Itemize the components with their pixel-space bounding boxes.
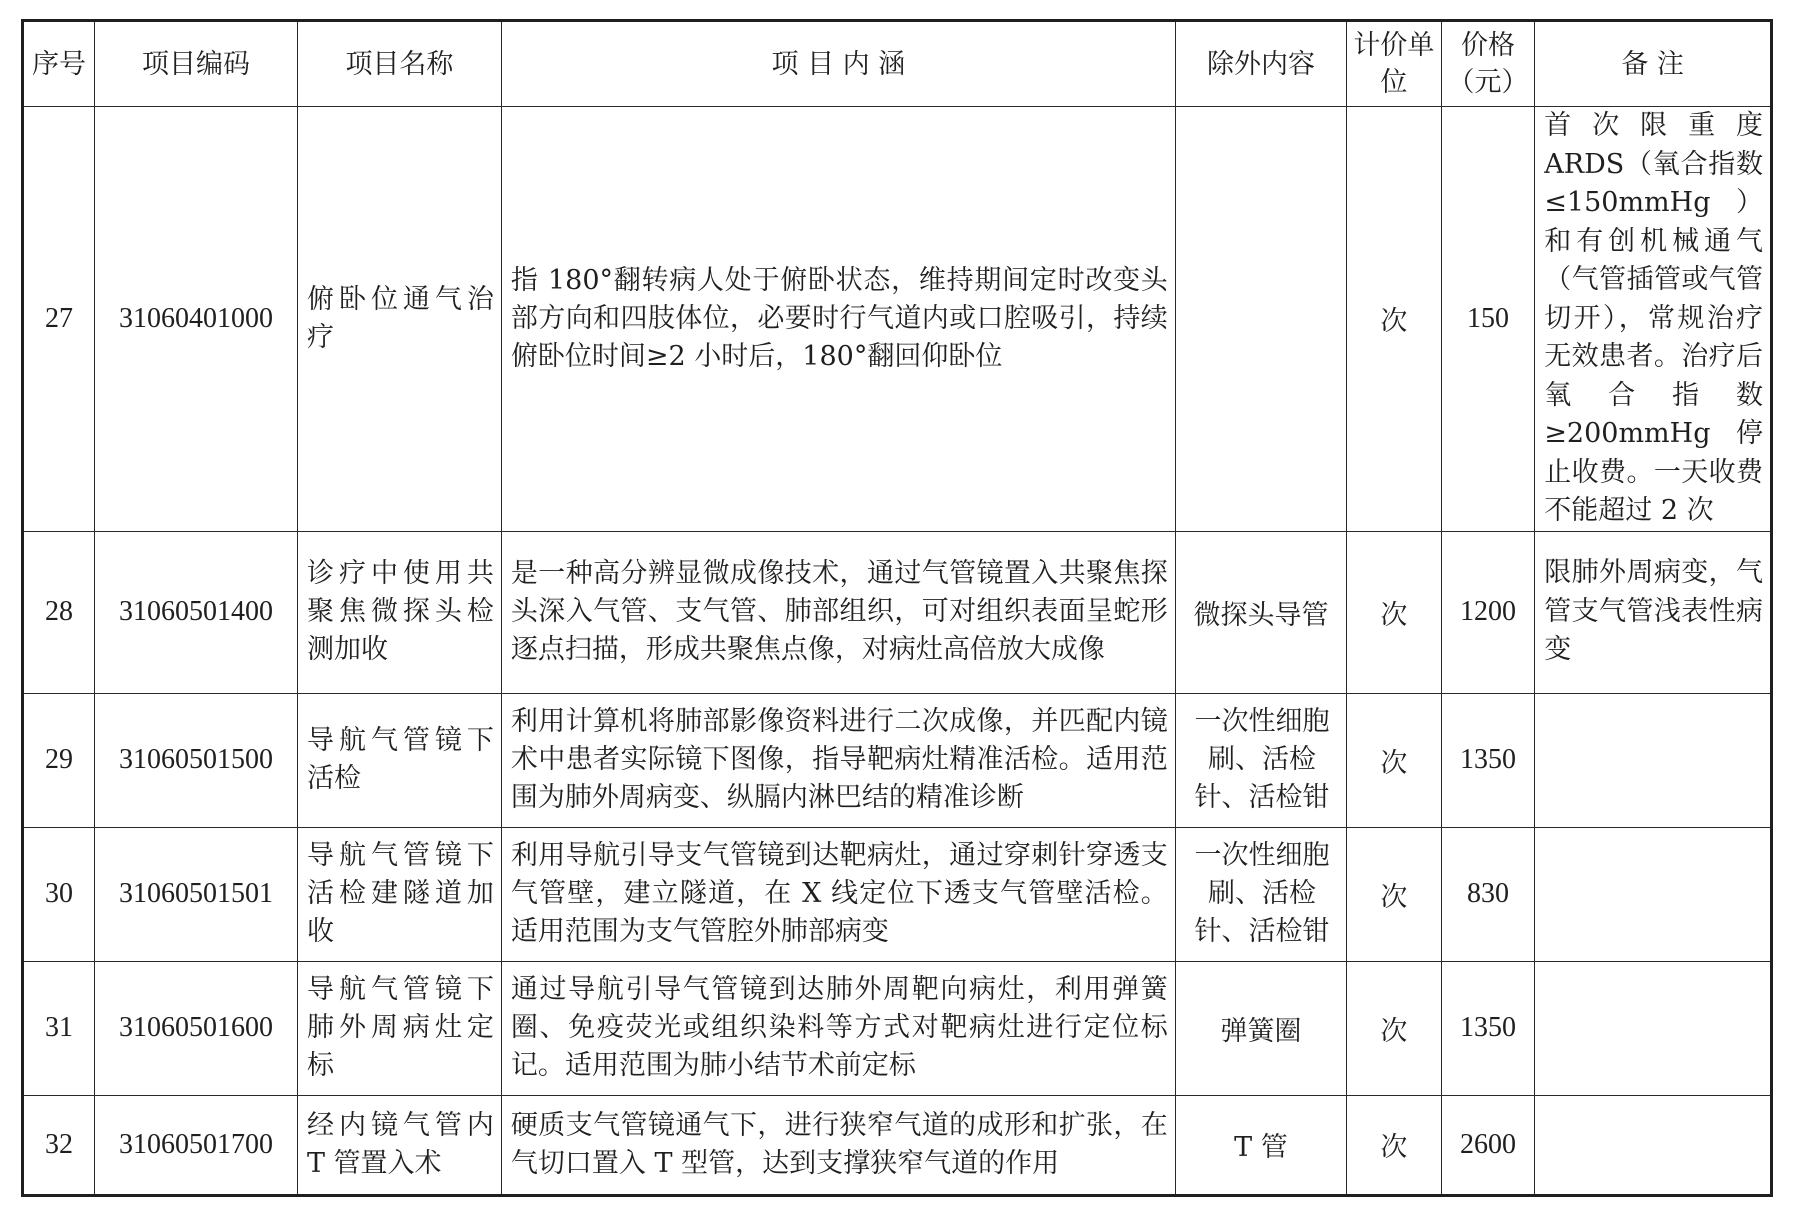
cell-price: 1350 <box>1441 693 1535 827</box>
cell-name: 诊疗中使用共聚焦微探头检测加收 <box>297 531 501 693</box>
header-row <box>23 21 1772 107</box>
cell-seq: 29 <box>23 693 95 827</box>
header-code: 项目编码 <box>95 21 298 107</box>
cell-remark <box>1535 827 1772 961</box>
cell-excluded <box>1175 107 1346 532</box>
cell-code: 31060501700 <box>95 1095 298 1195</box>
cell-excluded: 一次性细胞刷、活检针、活检钳 <box>1175 827 1346 961</box>
cell-code: 31060401000 <box>95 107 298 532</box>
cell-price: 1350 <box>1441 961 1535 1095</box>
cell-unit: 次 <box>1347 1095 1442 1195</box>
cell-name: 经内镜气管内 T 管置入术 <box>297 1095 501 1195</box>
cell-code: 31060501500 <box>95 693 298 827</box>
cell-seq: 31 <box>23 961 95 1095</box>
cell-content: 利用计算机将肺部影像资料进行二次成像，并匹配内镜术中患者实际镜下图像，指导靶病灶精准活检。适用范围为肺外周病变、纵膈内淋巴结的精准诊断 <box>501 693 1175 827</box>
cell-code: 31060501400 <box>95 531 298 693</box>
price-table <box>21 19 1773 1197</box>
cell-name: 导航气管镜下活检 <box>297 693 501 827</box>
cell-seq: 32 <box>23 1095 95 1195</box>
cell-code: 31060501600 <box>95 961 298 1095</box>
header-name: 项目名称 <box>297 21 501 107</box>
cell-remark <box>1535 961 1772 1095</box>
cell-content: 硬质支气管镜通气下，进行狭窄气道的成形和扩张，在气切口置入 T 型管，达到支撑狭窄气道的作用 <box>501 1095 1175 1195</box>
cell-seq: 30 <box>23 827 95 961</box>
cell-name: 俯卧位通气治疗 <box>297 107 501 532</box>
table-row <box>23 1095 1772 1195</box>
cell-excluded: 微探头导管 <box>1175 531 1346 693</box>
cell-unit: 次 <box>1347 693 1442 827</box>
table-row <box>23 961 1772 1095</box>
cell-unit: 次 <box>1347 961 1442 1095</box>
cell-name: 导航气管镜下肺外周病灶定标 <box>297 961 501 1095</box>
cell-excluded: 弹簧圈 <box>1175 961 1346 1095</box>
cell-unit: 次 <box>1347 531 1442 693</box>
table-row <box>23 827 1772 961</box>
cell-content: 指 180°翻转病人处于俯卧状态，维持期间定时改变头部方向和四肢体位，必要时行气道内或口腔吸引，持续俯卧位时间≥2 小时后，180°翻回仰卧位 <box>501 107 1175 532</box>
cell-price: 830 <box>1441 827 1535 961</box>
cell-code: 31060501501 <box>95 827 298 961</box>
cell-remark <box>1535 693 1772 827</box>
cell-seq: 27 <box>23 107 95 532</box>
table-row <box>23 693 1772 827</box>
header-content: 项 目 内 涵 <box>501 21 1175 107</box>
cell-content: 利用导航引导支气管镜到达靶病灶，通过穿刺针穿透支气管壁，建立隧道，在 X 线定位下透支气管壁活检。适用范围为支气管腔外肺部病变 <box>501 827 1175 961</box>
table-row <box>23 107 1772 532</box>
cell-unit: 次 <box>1347 107 1442 532</box>
cell-remark <box>1535 1095 1772 1195</box>
header-remark: 备 注 <box>1535 21 1772 107</box>
cell-price: 2600 <box>1441 1095 1535 1195</box>
cell-name: 导航气管镜下活检建隧道加收 <box>297 827 501 961</box>
cell-price: 1200 <box>1441 531 1535 693</box>
header-seq: 序号 <box>23 21 95 107</box>
cell-remark: 首次限重度 ARDS（氧合指数≤150mmHg）和有创机械通气（气管插管或气管切开），常规治疗无效患者。治疗后氧合指数≥200mmHg 停止收费。一天收费不能超过 2 次 <box>1535 107 1772 532</box>
cell-content: 通过导航引导气管镜到达肺外周靶向病灶，利用弹簧圈、免疫荧光或组织染料等方式对靶病灶进行定位标记。适用范围为肺小结节术前定标 <box>501 961 1175 1095</box>
cell-content: 是一种高分辨显微成像技术，通过气管镜置入共聚焦探头深入气管、支气管、肺部组织，可对组织表面呈蛇形逐点扫描，形成共聚焦点像，对病灶高倍放大成像 <box>501 531 1175 693</box>
header-price: 价格（元） <box>1441 21 1535 107</box>
cell-price: 150 <box>1441 107 1535 532</box>
header-excluded: 除外内容 <box>1175 21 1346 107</box>
cell-remark: 限肺外周病变，气管支气管浅表性病变 <box>1535 531 1772 693</box>
cell-unit: 次 <box>1347 827 1442 961</box>
header-unit: 计价单位 <box>1347 21 1442 107</box>
cell-excluded: 一次性细胞刷、活检针、活检钳 <box>1175 693 1346 827</box>
table-row <box>23 531 1772 693</box>
cell-excluded: T 管 <box>1175 1095 1346 1195</box>
cell-seq: 28 <box>23 531 95 693</box>
